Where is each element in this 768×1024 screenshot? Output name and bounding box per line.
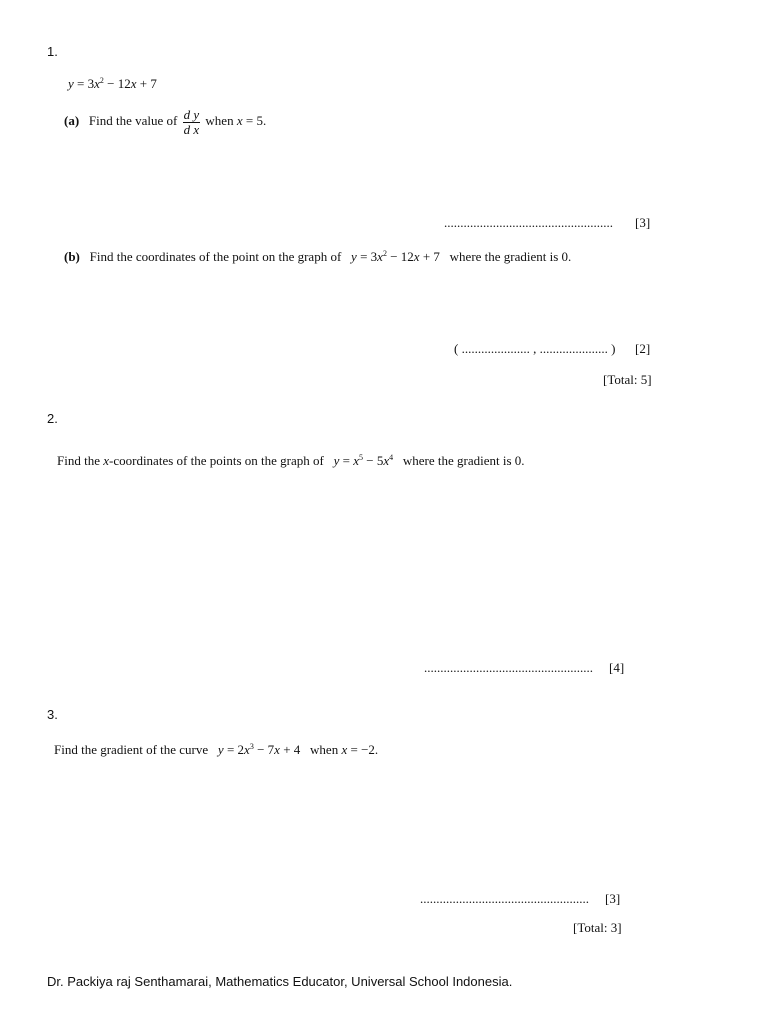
question-3-total: [Total: 3] <box>573 920 622 935</box>
question-1a-marks: [3] <box>635 215 651 230</box>
question-1b-marks: [2] <box>635 341 651 356</box>
question-1b-text: (b) Find the coordinates of the point on the graph of $y = 3x^2 - 12x + 7$ where the gradient is 0. <box>64 249 572 264</box>
question-1-total: [Total: 5] <box>603 372 652 387</box>
question-1a-answer-line[interactable]: .................................................... <box>444 215 613 230</box>
part-a-label: (a) <box>64 113 80 129</box>
question-3-text: Find the gradient of the curve $y = 2x^3 - 7x + 4$ when x = −2. <box>54 742 379 757</box>
question-3-number: 3. <box>47 707 58 722</box>
question-3-marks: [3] <box>605 891 621 906</box>
question-2-number: 2. <box>47 411 58 426</box>
question-3-answer-line[interactable]: .................................................... <box>420 891 589 906</box>
footer-author: Dr. Packiya raj Senthamarai, Mathematics Educator, Universal School Indonesia. <box>47 974 513 989</box>
question-1b-answer-line[interactable]: ( ..................... , ..................... ) <box>454 341 616 356</box>
question-2-text: Find the x-coordinates of the points on the graph of $y = x^5 - 5x^4$ where the gradient is 0. <box>57 453 525 468</box>
dy-dx-fraction: $\frac{\text{d y}}{\text{d x}}$ <box>183 107 200 137</box>
question-1-equation: $y = 3x^2 - 12x + 7$ <box>68 76 157 91</box>
question-1-number: 1. <box>47 44 58 59</box>
question-2-marks: [4] <box>609 660 625 675</box>
question-1a-text: (a) Find the value of $\frac{\text{d y}}{\text{d x}}$ when x = 5. <box>64 107 267 137</box>
question-2-answer-line[interactable]: .................................................... <box>424 660 593 675</box>
part-b-label: (b) <box>64 249 80 264</box>
